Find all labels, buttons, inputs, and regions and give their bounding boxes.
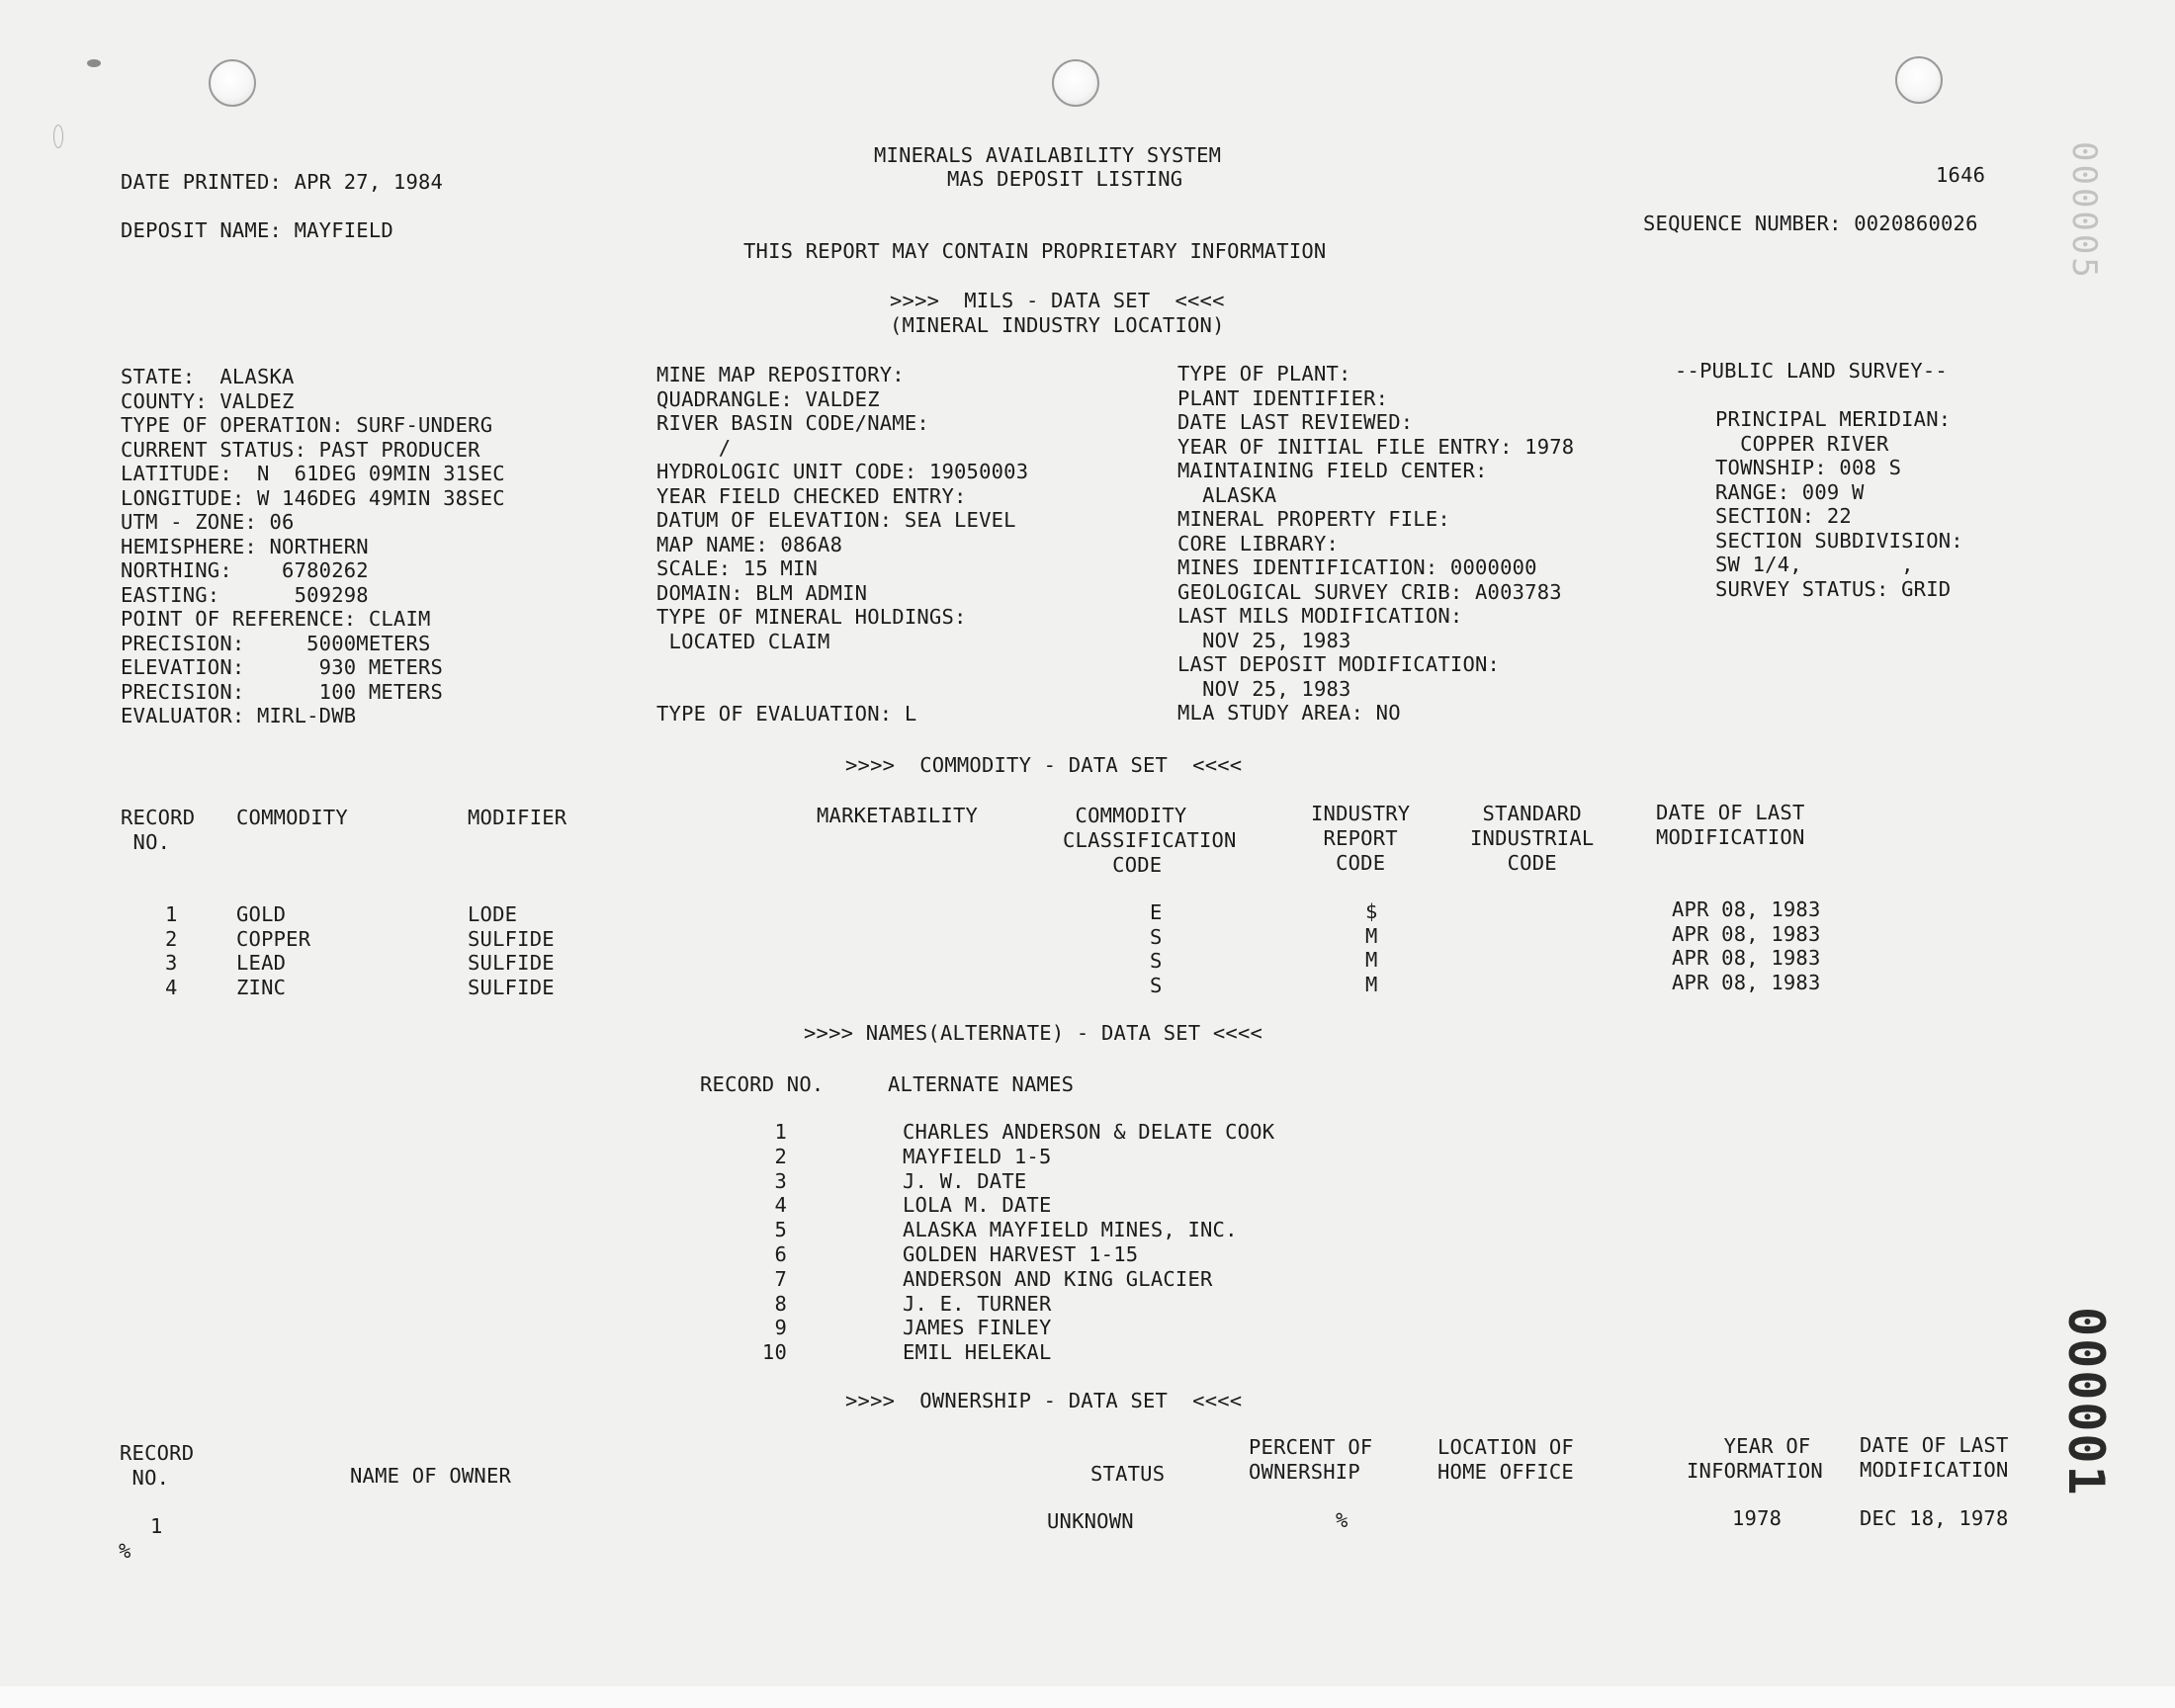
name-record-no: 2 xyxy=(774,1144,787,1168)
commodity-row-report-code: $ xyxy=(1365,899,1378,923)
commodity-row-report-code: M xyxy=(1365,924,1378,948)
name-record-no: 7 xyxy=(774,1266,787,1291)
alternate-name: CHARLES ANDERSON & DELATE COOK xyxy=(903,1120,1275,1144)
ownership-header-date: DATE OF LAST xyxy=(1860,1433,2009,1457)
commodity-header-date: DATE OF LAST xyxy=(1656,801,1805,824)
location-line xyxy=(656,678,1028,703)
page-number: 1646 xyxy=(1936,163,1986,187)
commodity-row-report-code: M xyxy=(1365,973,1378,996)
ownership-row-year: 1978 xyxy=(1732,1506,1783,1530)
location-line: CORE LIBRARY: xyxy=(1177,531,1340,555)
location-line: SECTION: 22 xyxy=(1715,504,1852,528)
name-record-no: 3 xyxy=(774,1168,787,1193)
location-line: NORTHING: 6780262 xyxy=(121,558,369,582)
location-line: LAST MILS MODIFICATION: xyxy=(1177,604,1463,628)
commodity-header-classification: COMMODITY xyxy=(1063,804,1187,827)
list-item xyxy=(751,1169,1542,1194)
commodity-row-date: APR 08, 1983 xyxy=(1672,971,1821,994)
ink-smudge xyxy=(87,59,101,67)
ownership-header-record-no: NO. xyxy=(120,1466,170,1490)
margin-stamp-top: 000005 xyxy=(2064,141,2104,281)
location-line: MINE MAP REPOSITORY: xyxy=(656,363,905,386)
commodity-row-modifier: SULFIDE xyxy=(468,976,555,999)
mils-section-title: >>>> MILS - DATA SET <<<< xyxy=(890,289,1225,312)
location-line: EASTING: 509298 xyxy=(121,582,369,607)
location-line: QUADRANGLE: VALDEZ xyxy=(656,386,880,411)
list-item xyxy=(751,1120,1542,1145)
mils-section-subtitle: (MINERAL INDUSTRY LOCATION) xyxy=(890,313,1225,337)
commodity-header-industry-report: REPORT xyxy=(1311,826,1398,850)
location-column-3 xyxy=(1177,362,1574,726)
public-land-survey-title: --PUBLIC LAND SURVEY-- xyxy=(1675,359,1948,383)
commodity-row-date: APR 08, 1983 xyxy=(1672,946,1821,970)
alternate-name: ANDERSON AND KING GLACIER xyxy=(903,1266,1213,1291)
commodity-row-modifier: SULFIDE xyxy=(468,951,555,975)
punch-hole-left xyxy=(209,59,256,107)
deposit-name: DEPOSIT NAME: MAYFIELD xyxy=(121,218,393,242)
list-item xyxy=(751,1193,1542,1218)
commodity-row-no: 4 xyxy=(165,976,178,999)
commodity-row-date: APR 08, 1983 xyxy=(1672,897,1821,921)
location-line: EVALUATOR: MIRL-DWB xyxy=(121,704,357,727)
location-column-2 xyxy=(656,363,1028,726)
ownership-header-status: STATUS xyxy=(1090,1462,1166,1486)
location-line: TYPE OF EVALUATION: L xyxy=(656,702,917,726)
commodity-row-name: LEAD xyxy=(236,951,287,975)
location-line: NOV 25, 1983 xyxy=(1177,676,1351,701)
ownership-header-date: MODIFICATION xyxy=(1860,1458,2009,1482)
location-line: SW 1/4, , xyxy=(1715,553,1914,576)
commodity-header-industry-report: INDUSTRY xyxy=(1311,802,1411,825)
list-item xyxy=(751,1340,1542,1365)
location-line: ALASKA xyxy=(1177,482,1277,507)
commodity-row-class-code: S xyxy=(1150,925,1163,949)
location-line: POINT OF REFERENCE: CLAIM xyxy=(121,607,431,631)
alternate-name: LOLA M. DATE xyxy=(903,1193,1052,1218)
location-line: DATE LAST REVIEWED: xyxy=(1177,410,1414,434)
location-line: COPPER RIVER xyxy=(1715,431,1889,456)
location-line: HYDROLOGIC UNIT CODE: 19050003 xyxy=(656,460,1029,483)
commodity-header-industry-report: CODE xyxy=(1311,851,1386,875)
commodity-header-date: MODIFICATION xyxy=(1656,825,1805,849)
location-line: LONGITUDE: W 146DEG 49MIN 38SEC xyxy=(121,485,505,510)
pencil-mark xyxy=(53,125,63,148)
alternate-name: MAYFIELD 1-5 xyxy=(903,1144,1052,1168)
commodity-header-commodity: COMMODITY xyxy=(236,806,348,829)
page-bottom-edge xyxy=(0,1686,2175,1708)
location-line: SECTION SUBDIVISION: xyxy=(1715,528,1963,553)
location-line: SCALE: 15 MIN xyxy=(656,556,819,580)
location-line: LAST DEPOSIT MODIFICATION: xyxy=(1177,652,1501,676)
commodity-header-sic: CODE xyxy=(1470,851,1557,875)
alternate-name: J. W. DATE xyxy=(903,1168,1027,1193)
location-line: MLA STUDY AREA: NO xyxy=(1177,701,1401,725)
names-header-names: ALTERNATE NAMES xyxy=(888,1072,1075,1096)
commodity-header-record: RECORD xyxy=(121,806,196,829)
location-line: LOCATED CLAIM xyxy=(656,629,830,653)
commodity-section-title: >>>> COMMODITY - DATA SET <<<< xyxy=(845,753,1243,777)
name-record-no: 4 xyxy=(774,1193,787,1218)
date-printed: DATE PRINTED: APR 27, 1984 xyxy=(121,170,444,194)
alternate-name: EMIL HELEKAL xyxy=(903,1340,1052,1365)
proprietary-notice: THIS REPORT MAY CONTAIN PROPRIETARY INFORMATION xyxy=(743,239,1327,263)
list-item xyxy=(751,1242,1542,1267)
commodity-header-sic: STANDARD xyxy=(1470,802,1582,825)
ownership-header-percent: OWNERSHIP xyxy=(1249,1460,1360,1484)
punch-hole-center xyxy=(1052,59,1099,107)
location-line xyxy=(656,653,1028,678)
name-record-no: 6 xyxy=(774,1241,787,1266)
commodity-row-no: 1 xyxy=(165,902,178,926)
ownership-header-year: YEAR OF xyxy=(1687,1434,1811,1458)
alternate-name: ALASKA MAYFIELD MINES, INC. xyxy=(903,1218,1238,1242)
ownership-header-location: HOME OFFICE xyxy=(1437,1460,1574,1484)
location-line: YEAR FIELD CHECKED ENTRY: xyxy=(656,483,967,508)
location-line: SURVEY STATUS: GRID xyxy=(1715,576,1952,601)
commodity-row-no: 2 xyxy=(165,927,178,951)
ownership-section-title: >>>> OWNERSHIP - DATA SET <<<< xyxy=(845,1389,1243,1412)
location-line: TYPE OF PLANT: xyxy=(1177,362,1351,385)
location-line: MAP NAME: 086A8 xyxy=(656,532,843,556)
location-line: GEOLOGICAL SURVEY CRIB: A003783 xyxy=(1177,579,1562,604)
ownership-row-extra: % xyxy=(119,1539,131,1563)
ownership-header-owner: NAME OF OWNER xyxy=(350,1464,512,1488)
alternate-name: JAMES FINLEY xyxy=(903,1316,1052,1340)
location-line: COUNTY: VALDEZ xyxy=(121,388,295,413)
name-record-no: 9 xyxy=(774,1316,787,1340)
names-list xyxy=(751,1120,1542,1365)
punch-hole-right xyxy=(1895,56,1943,104)
location-line: HEMISPHERE: NORTHERN xyxy=(121,534,369,558)
sequence-number: SEQUENCE NUMBER: 0020860026 xyxy=(1643,212,1978,235)
commodity-header-modifier: MODIFIER xyxy=(468,806,567,829)
system-title: MINERALS AVAILABILITY SYSTEM xyxy=(874,143,1222,167)
commodity-row-class-code: S xyxy=(1150,974,1163,997)
name-record-no: 1 xyxy=(774,1120,787,1144)
list-item xyxy=(751,1145,1542,1169)
location-line: UTM - ZONE: 06 xyxy=(121,510,295,534)
commodity-header-record-no: NO. xyxy=(121,830,171,854)
ownership-row-date: DEC 18, 1978 xyxy=(1860,1506,2009,1530)
name-record-no: 5 xyxy=(774,1218,787,1242)
ownership-header-record: RECORD xyxy=(120,1441,195,1465)
name-record-no: 8 xyxy=(774,1291,787,1316)
location-line: STATE: ALASKA xyxy=(121,365,295,388)
ownership-row-status: UNKNOWN xyxy=(1047,1509,1134,1533)
list-item xyxy=(751,1292,1542,1317)
commodity-header-sic: INDUSTRIAL xyxy=(1470,826,1595,850)
location-column-1 xyxy=(121,365,505,728)
location-line: DATUM OF ELEVATION: SEA LEVEL xyxy=(656,508,1016,532)
commodity-row-modifier: SULFIDE xyxy=(468,927,555,951)
location-line: PLANT IDENTIFIER: xyxy=(1177,385,1389,410)
commodity-row-name: ZINC xyxy=(236,976,287,999)
location-column-4 xyxy=(1715,407,1963,601)
commodity-header-marketability: MARKETABILITY xyxy=(817,804,979,827)
list-item xyxy=(751,1218,1542,1242)
commodity-row-class-code: S xyxy=(1150,949,1163,973)
location-line: / xyxy=(656,435,732,460)
location-line: PRINCIPAL MERIDIAN: xyxy=(1715,407,1952,431)
location-line: TYPE OF MINERAL HOLDINGS: xyxy=(656,605,967,629)
commodity-header-classification: CODE xyxy=(1063,853,1163,877)
location-line: TYPE OF OPERATION: SURF-UNDERG xyxy=(121,413,493,437)
location-line: CURRENT STATUS: PAST PRODUCER xyxy=(121,437,480,462)
location-line: NOV 25, 1983 xyxy=(1177,628,1351,652)
names-section-title: >>>> NAMES(ALTERNATE) - DATA SET <<<< xyxy=(804,1021,1263,1045)
name-record-no: 10 xyxy=(761,1340,787,1365)
location-line: DOMAIN: BLM ADMIN xyxy=(656,580,868,605)
names-header-record: RECORD NO. xyxy=(700,1072,825,1096)
location-line: PRECISION: 100 METERS xyxy=(121,679,444,704)
location-line: PRECISION: 5000METERS xyxy=(121,631,431,655)
commodity-header-classification: CLASSIFICATION xyxy=(1063,828,1237,852)
commodity-row-date: APR 08, 1983 xyxy=(1672,922,1821,946)
location-line: RANGE: 009 W xyxy=(1715,479,1865,504)
ownership-header-location: LOCATION OF xyxy=(1437,1435,1574,1459)
ownership-header-percent: PERCENT OF xyxy=(1249,1435,1373,1459)
location-line: MINERAL PROPERTY FILE: xyxy=(1177,507,1450,531)
location-line: YEAR OF INITIAL FILE ENTRY: 1978 xyxy=(1177,434,1575,459)
margin-stamp-bottom: 000001 xyxy=(2057,1307,2115,1497)
location-line: MINES IDENTIFICATION: 0000000 xyxy=(1177,555,1537,579)
commodity-row-modifier: LODE xyxy=(468,902,518,926)
ownership-header-year: INFORMATION xyxy=(1687,1459,1823,1483)
alternate-name: GOLDEN HARVEST 1-15 xyxy=(903,1241,1139,1266)
commodity-row-report-code: M xyxy=(1365,948,1378,972)
location-line: ELEVATION: 930 METERS xyxy=(121,655,444,679)
location-line: MAINTAINING FIELD CENTER: xyxy=(1177,459,1488,482)
list-item xyxy=(751,1267,1542,1292)
listing-title: MAS DEPOSIT LISTING xyxy=(947,167,1183,191)
location-line: RIVER BASIN CODE/NAME: xyxy=(656,411,929,435)
alternate-name: J. E. TURNER xyxy=(903,1291,1052,1316)
commodity-row-no: 3 xyxy=(165,951,178,975)
location-line: TOWNSHIP: 008 S xyxy=(1715,456,1902,479)
location-line: LATITUDE: N 61DEG 09MIN 31SEC xyxy=(121,462,505,485)
commodity-row-class-code: E xyxy=(1150,900,1163,924)
ownership-row-percent: % xyxy=(1336,1508,1348,1532)
commodity-row-name: GOLD xyxy=(236,902,287,926)
ownership-row-no: 1 xyxy=(150,1514,163,1538)
commodity-row-name: COPPER xyxy=(236,927,311,951)
list-item xyxy=(751,1316,1542,1340)
